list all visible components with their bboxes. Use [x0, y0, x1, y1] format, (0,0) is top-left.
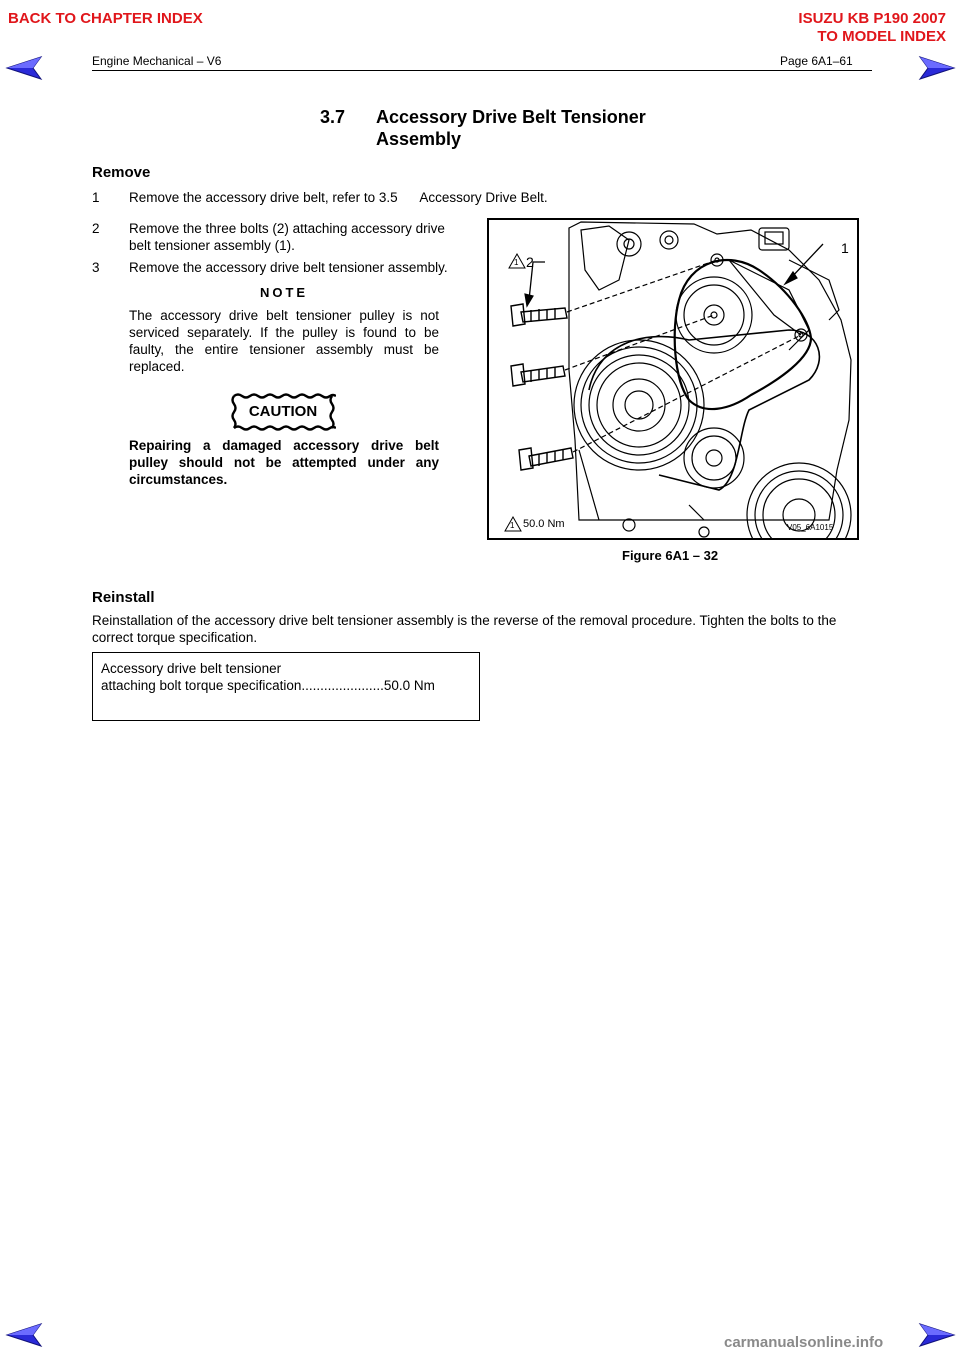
caution-badge	[230, 392, 336, 432]
spec-line-2: attaching bolt torque specification......................50.0 Nm	[101, 678, 435, 693]
running-header-section: Engine Mechanical – V6	[92, 54, 222, 68]
remove-heading: Remove	[92, 164, 151, 181]
model-index-nav[interactable]	[798, 10, 946, 46]
running-header-page: Page 6A1–61	[780, 54, 853, 68]
image-code: V05_6A1015	[787, 523, 834, 532]
torque-ref-marker-legend: 1	[510, 521, 515, 530]
watermark: carmanualsonline.info	[724, 1334, 884, 1351]
back-to-chapter-index-link[interactable]: BACK TO CHAPTER INDEX	[8, 10, 203, 27]
step-text-line2: belt tensioner assembly (1).	[129, 238, 295, 253]
note-text: The accessory drive belt tensioner pulley is not serviced separately. If the pulley is found to be faulty, the entire tensioner assembly must be replaced.	[129, 308, 439, 374]
section-title-line1: Accessory Drive Belt Tensioner	[376, 107, 646, 127]
remove-step-2	[92, 220, 482, 256]
torque-spec-box	[92, 652, 480, 721]
tensioner-assembly-illustration	[489, 220, 857, 538]
torque-legend: 50.0 Nm	[523, 518, 565, 530]
note-heading: NOTE	[259, 285, 309, 300]
caution-label: CAUTION	[248, 403, 318, 420]
reinstall-heading: Reinstall	[92, 589, 155, 606]
header-rule	[92, 70, 872, 71]
to-model-index-link[interactable]: TO MODEL INDEX	[817, 28, 946, 45]
step-text-line1: Remove the three bolts (2) attaching accessory drive	[129, 221, 445, 236]
callout-2: 2	[526, 254, 534, 270]
step-text: Remove the accessory drive belt, refer to 3.5 Accessory Drive Belt.	[129, 190, 548, 205]
figure-tensioner-assembly	[487, 218, 859, 540]
next-page-arrow-icon[interactable]	[918, 55, 956, 81]
reinstall-text: Reinstallation of the accessory drive belt tensioner assembly is the reverse of the removal procedure. Tighten the bolts to the correct torque specification.	[92, 613, 837, 645]
model-name-link[interactable]: ISUZU KB P190 2007	[798, 10, 946, 27]
step-number: 2	[92, 221, 100, 236]
step-number: 3	[92, 260, 100, 275]
remove-step-1	[92, 189, 872, 207]
previous-page-arrow-icon[interactable]	[5, 55, 43, 81]
callout-1: 1	[841, 240, 849, 256]
caution-text: Repairing a damaged accessory drive belt pulley should not be attempted under any circumstances.	[129, 438, 439, 487]
previous-page-arrow-bottom-icon[interactable]	[5, 1322, 43, 1348]
section-number: 3.7	[320, 107, 346, 127]
step-number: 1	[92, 190, 100, 205]
spec-line-1: Accessory drive belt tensioner	[101, 661, 282, 676]
section-title-line2: Assembly	[376, 129, 462, 149]
remove-step-3	[92, 259, 482, 277]
figure-caption: Figure 6A1 – 32	[622, 548, 719, 563]
step-text: Remove the accessory drive belt tensioner assembly.	[129, 260, 448, 275]
next-page-arrow-bottom-icon[interactable]	[918, 1322, 956, 1348]
torque-ref-marker: 1	[514, 258, 519, 267]
